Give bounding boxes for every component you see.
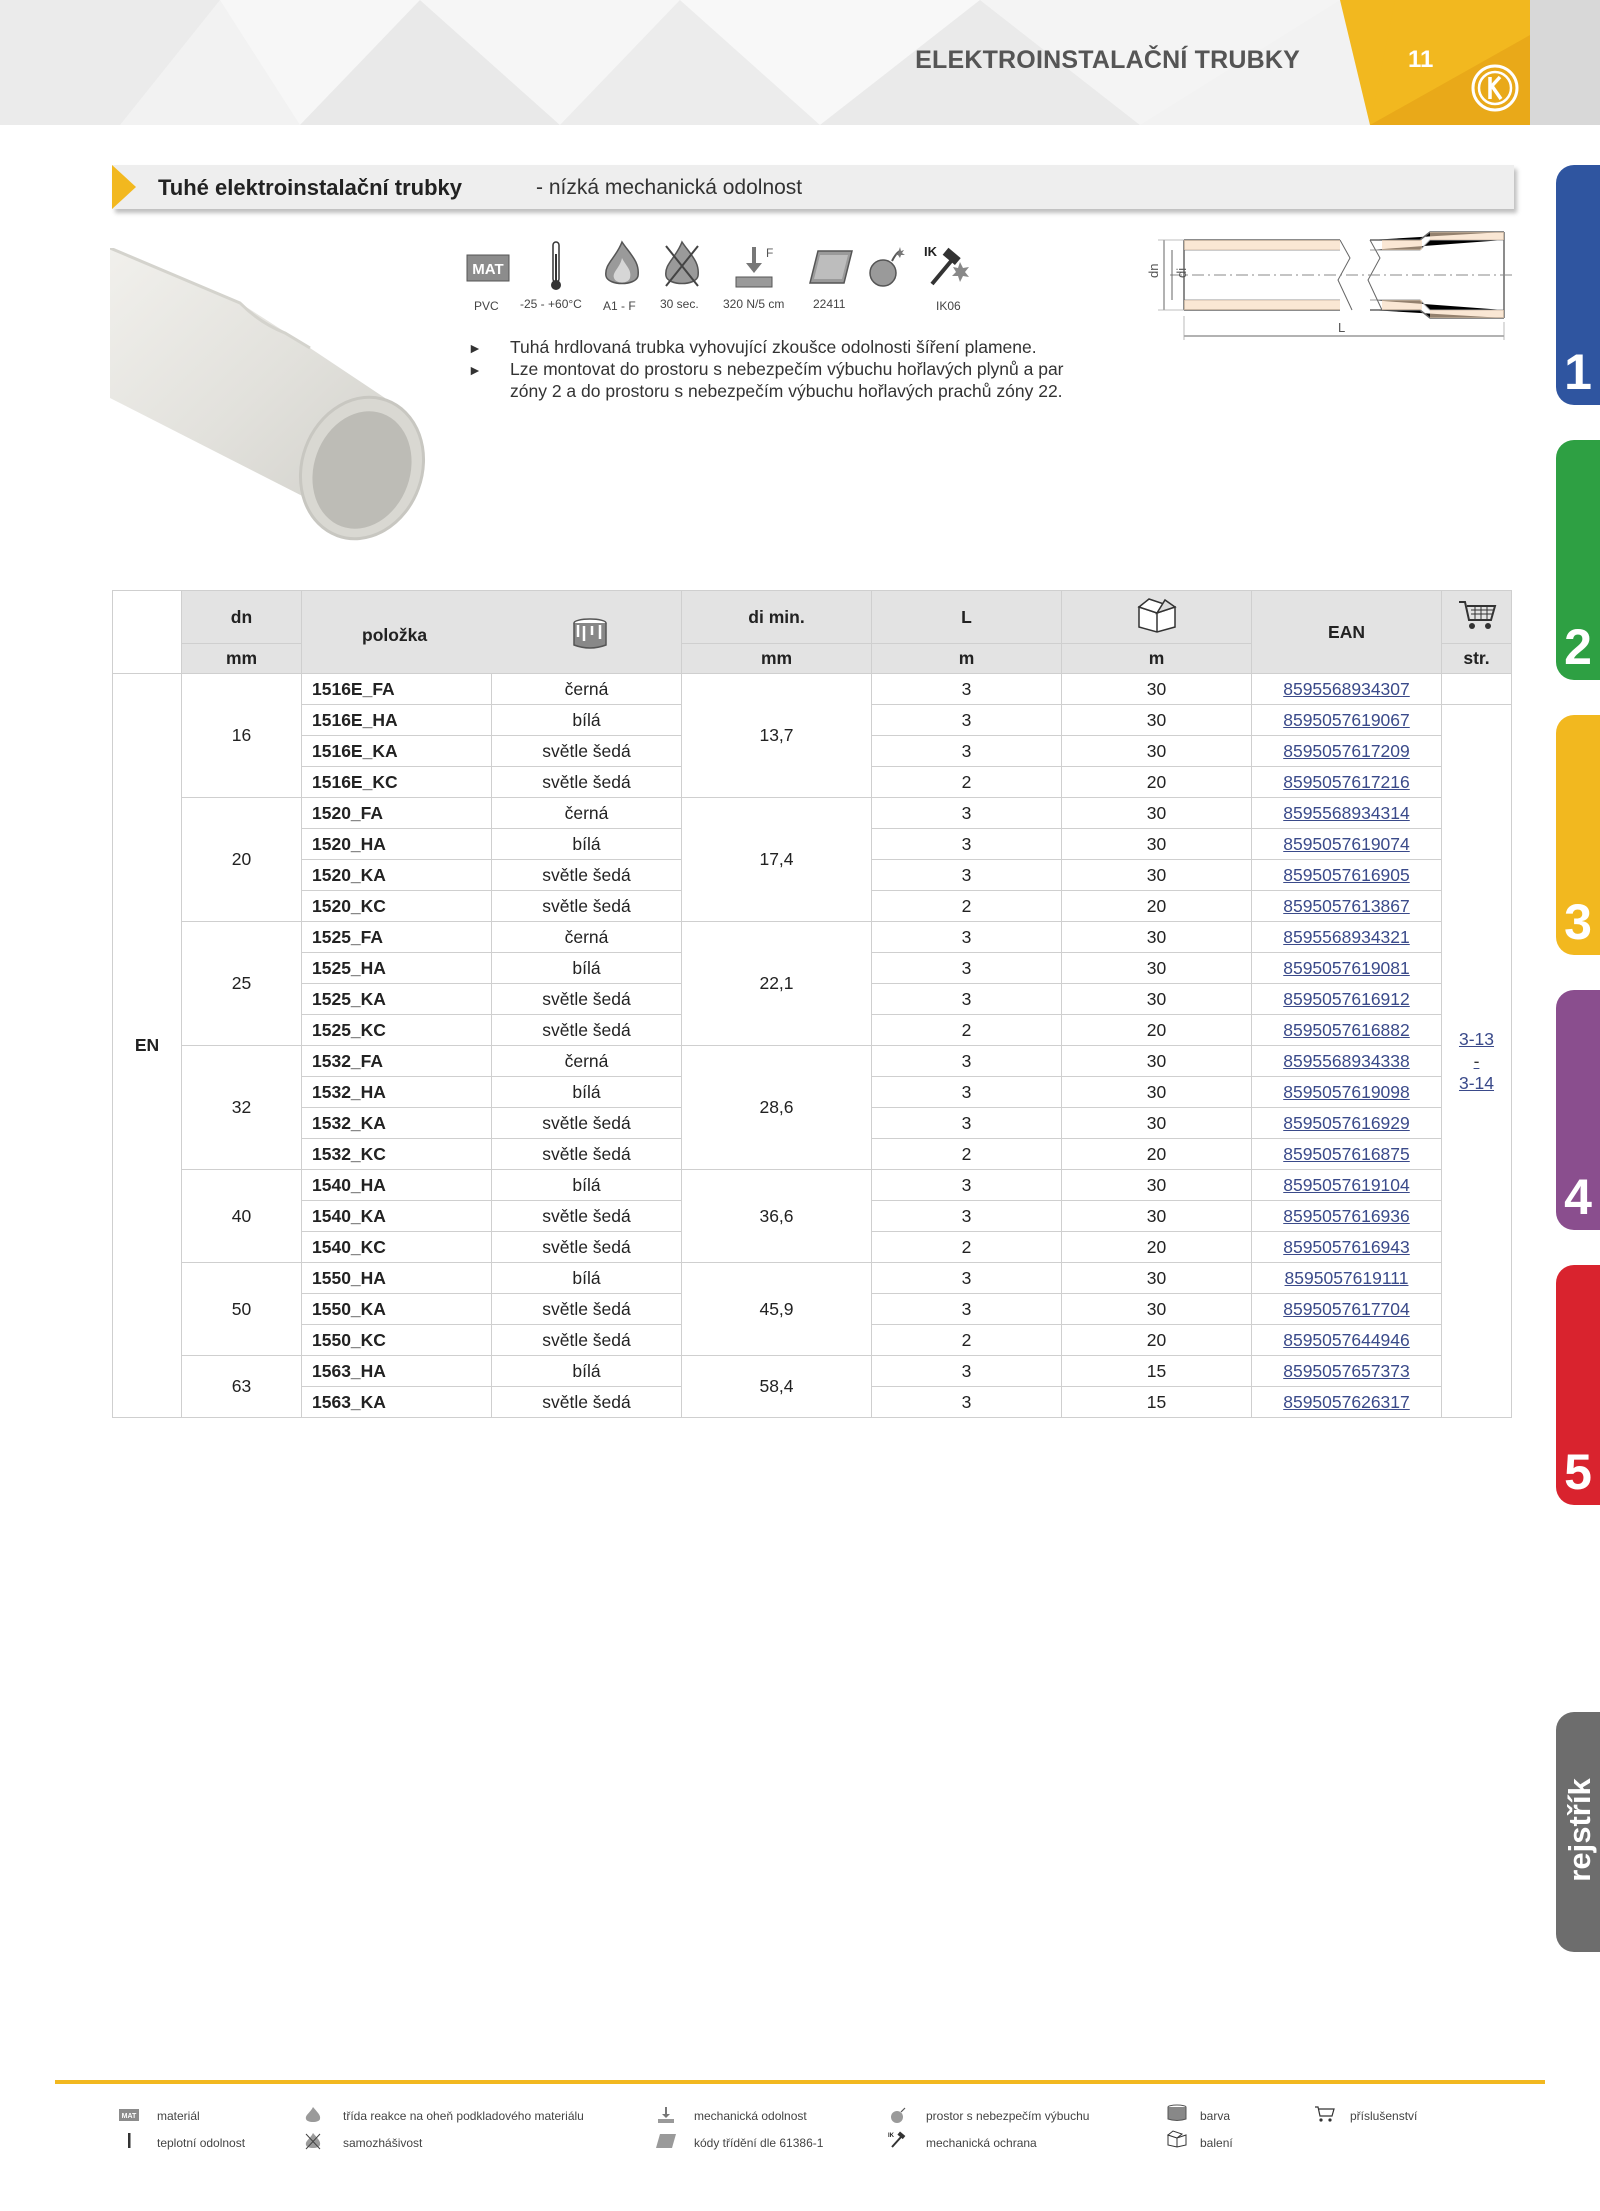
cell-item-code: 1520_KA xyxy=(302,860,492,891)
explosion-bomb-icon xyxy=(866,245,906,289)
legend-package-box-icon xyxy=(1166,2130,1188,2148)
cell-item-code: 1520_FA xyxy=(302,798,492,829)
cell-length: 3 xyxy=(872,1356,1062,1387)
page-number: 11 xyxy=(1408,46,1434,73)
legend-thermometer-icon xyxy=(118,2132,140,2150)
cell-length: 3 xyxy=(872,1263,1062,1294)
cell-length: 2 xyxy=(872,1325,1062,1356)
table-row xyxy=(113,1356,1512,1387)
cell-color: světle šedá xyxy=(492,1325,682,1356)
cell-package: 20 xyxy=(1062,1232,1252,1263)
str-ref-to[interactable]: 3-14 xyxy=(1458,1073,1495,1093)
legend-label: prostor s nebezpečím výbuchu xyxy=(926,2109,1090,2123)
cell-package: 30 xyxy=(1062,736,1252,767)
legend-self-extinguishing-icon xyxy=(302,2132,324,2150)
cell-color: bílá xyxy=(492,1170,682,1201)
legend-explosion-bomb-icon xyxy=(888,2106,910,2124)
column-header-length: L xyxy=(872,591,1062,644)
cell-item-code: 1532_KC xyxy=(302,1139,492,1170)
cell-di-min: 22,1 xyxy=(682,922,872,1046)
cell-dn: 63 xyxy=(182,1356,302,1418)
property-label-flame-class: A1 - F xyxy=(603,299,636,313)
thermometer-icon xyxy=(546,240,566,292)
cell-item-code: 1540_KC xyxy=(302,1232,492,1263)
cell-ean-link[interactable]: 8595057619081 xyxy=(1252,953,1442,984)
cell-ean-link[interactable]: 8595057616943 xyxy=(1252,1232,1442,1263)
chapter-tab-5[interactable]: 5 xyxy=(1556,1265,1600,1505)
cell-di-min: 36,6 xyxy=(682,1170,872,1263)
cell-item-code: 1550_KC xyxy=(302,1325,492,1356)
page-header-title: ELEKTROINSTALAČNÍ TRUBKY xyxy=(915,46,1300,74)
pipe-product-image xyxy=(110,248,440,548)
cell-package: 30 xyxy=(1062,1108,1252,1139)
svg-text:F: F xyxy=(766,246,774,260)
cell-ean-link[interactable]: 8595568934314 xyxy=(1252,798,1442,829)
product-table xyxy=(112,590,1512,1418)
cell-length: 2 xyxy=(872,1232,1062,1263)
cell-package: 20 xyxy=(1062,1139,1252,1170)
cell-item-code: 1516E_FA xyxy=(302,674,492,705)
cell-item-code: 1532_HA xyxy=(302,1077,492,1108)
cell-color: světle šedá xyxy=(492,767,682,798)
cell-ean-link[interactable]: 8595568934321 xyxy=(1252,922,1442,953)
cell-package: 30 xyxy=(1062,829,1252,860)
cell-item-code: 1532_FA xyxy=(302,1046,492,1077)
legend-classification-code-icon xyxy=(655,2132,677,2150)
cell-item-code: 1563_KA xyxy=(302,1387,492,1418)
bullet-item-continuation: zóny 2 a do prostoru s nebezpečím výbuchu hořlavých prachů zóny 22. xyxy=(510,381,1063,401)
footer-divider xyxy=(55,2080,1545,2084)
cell-item-code: 1563_HA xyxy=(302,1356,492,1387)
svg-text:IK: IK xyxy=(888,2133,894,2139)
property-label-material: PVC xyxy=(474,299,499,313)
cell-ean-link[interactable]: 8595057619074 xyxy=(1252,829,1442,860)
legend-paint-color-icon xyxy=(1166,2104,1188,2122)
cell-length: 3 xyxy=(872,1077,1062,1108)
cell-color: světle šedá xyxy=(492,1015,682,1046)
cell-length: 2 xyxy=(872,1139,1062,1170)
cell-color: bílá xyxy=(492,1263,682,1294)
legend-label: příslušenství xyxy=(1350,2109,1418,2123)
column-header-di-min: di min. xyxy=(682,591,872,644)
cell-length: 3 xyxy=(872,1201,1062,1232)
cell-item-code: 1550_KA xyxy=(302,1294,492,1325)
cell-package: 30 xyxy=(1062,1294,1252,1325)
cell-length: 3 xyxy=(872,705,1062,736)
column-header-item: položka xyxy=(302,591,682,674)
str-ref-sep: - xyxy=(1473,1051,1480,1071)
section-arrow-icon xyxy=(112,165,136,209)
cell-length: 3 xyxy=(872,860,1062,891)
cell-item-code: 1525_KC xyxy=(302,1015,492,1046)
legend-ik-hammer-icon xyxy=(888,2130,910,2148)
material-mat-icon xyxy=(466,245,510,289)
cell-package: 30 xyxy=(1062,798,1252,829)
chapter-tab-3[interactable]: 3 xyxy=(1556,715,1600,955)
cell-color: černá xyxy=(492,674,682,705)
cell-package: 30 xyxy=(1062,1263,1252,1294)
unit-str: str. xyxy=(1442,644,1512,674)
classification-code-icon xyxy=(808,247,854,287)
cell-package: 15 xyxy=(1062,1387,1252,1418)
column-header-ean: EAN xyxy=(1252,591,1442,674)
cell-length: 3 xyxy=(872,1294,1062,1325)
unit-dn: mm xyxy=(182,644,302,674)
cell-ean-link[interactable]: 8595057617216 xyxy=(1252,767,1442,798)
cell-package: 15 xyxy=(1062,1356,1252,1387)
cell-color: bílá xyxy=(492,953,682,984)
shopping-cart-icon xyxy=(1457,598,1497,632)
cell-di-min: 45,9 xyxy=(682,1263,872,1356)
cell-dn: 25 xyxy=(182,922,302,1046)
cell-color: světle šedá xyxy=(492,984,682,1015)
cell-package: 20 xyxy=(1062,767,1252,798)
bullet-item: ► Lze montovat do prostoru s nebezpečím výbuchu hořlavých plynů a par xyxy=(468,359,1064,379)
legend-label: balení xyxy=(1200,2136,1233,2150)
legend-material-mat-icon xyxy=(118,2106,140,2124)
cell-ean-link[interactable]: 8595057619098 xyxy=(1252,1077,1442,1108)
cell-ean-link[interactable]: 8595057616936 xyxy=(1252,1201,1442,1232)
cell-di-min: 58,4 xyxy=(682,1356,872,1418)
table-corner xyxy=(113,591,182,674)
cell-color: bílá xyxy=(492,1077,682,1108)
ik-hammer-icon xyxy=(922,242,970,288)
unit-di-min: mm xyxy=(682,644,872,674)
legend-label: materiál xyxy=(157,2109,200,2123)
cell-item-code: 1540_KA xyxy=(302,1201,492,1232)
cell-dn: 20 xyxy=(182,798,302,922)
header-background xyxy=(0,0,1600,125)
cell-item-code: 1516E_KC xyxy=(302,767,492,798)
bullet-item: ► Tuhá hrdlovaná trubka vyhovující zkoušce odolnosti šíření plamene. xyxy=(468,337,1037,357)
cell-ean-link[interactable]: 8595057616929 xyxy=(1252,1108,1442,1139)
drawing-label-di: di xyxy=(1174,267,1189,278)
cell-item-code: 1525_KA xyxy=(302,984,492,1015)
cell-color: světle šedá xyxy=(492,1387,682,1418)
property-label-self-extinguishing: 30 sec. xyxy=(660,297,699,311)
cell-ean-link[interactable]: 8595568934307 xyxy=(1252,674,1442,705)
cell-ean-link[interactable]: 8595057617209 xyxy=(1252,736,1442,767)
cell-length: 3 xyxy=(872,829,1062,860)
section-title: Tuhé elektroinstalační trubky xyxy=(158,175,463,200)
cell-ean-link[interactable]: 8595057616882 xyxy=(1252,1015,1442,1046)
cell-item-code: 1525_HA xyxy=(302,953,492,984)
legend-label: mechanická odolnost xyxy=(694,2109,807,2123)
cell-package: 30 xyxy=(1062,1046,1252,1077)
cell-color: černá xyxy=(492,798,682,829)
column-header-accessories xyxy=(1442,591,1512,644)
cell-package: 20 xyxy=(1062,1015,1252,1046)
cell-length: 3 xyxy=(872,953,1062,984)
cell-item-code: 1550_HA xyxy=(302,1263,492,1294)
cell-ean-link[interactable]: 8595057616912 xyxy=(1252,984,1442,1015)
cell-package: 30 xyxy=(1062,984,1252,1015)
property-label-mechanical-resistance: 320 N/5 cm xyxy=(723,297,785,311)
flame-class-icon xyxy=(600,240,644,290)
cell-color: světle šedá xyxy=(492,1294,682,1325)
index-tab[interactable]: rejstřík xyxy=(1556,1712,1600,1952)
self-extinguishing-icon xyxy=(660,240,704,290)
cell-package: 30 xyxy=(1062,1077,1252,1108)
cell-di-min: 28,6 xyxy=(682,1046,872,1170)
pipe-dimension-drawing xyxy=(1120,228,1520,343)
table-row xyxy=(113,1263,1512,1294)
cell-item-code: 1525_FA xyxy=(302,922,492,953)
bullet-arrow-icon: ► xyxy=(468,340,482,356)
legend-mechanical-resistance-icon xyxy=(655,2106,677,2124)
cell-ean-link[interactable]: 8595568934338 xyxy=(1252,1046,1442,1077)
cell-color: světle šedá xyxy=(492,860,682,891)
cell-length: 3 xyxy=(872,736,1062,767)
unit-package: m xyxy=(1062,644,1252,674)
cell-ean-link[interactable]: 8595057657373 xyxy=(1252,1356,1442,1387)
property-label-temperature: -25 - +60°C xyxy=(520,297,582,311)
cell-item-code: 1516E_KA xyxy=(302,736,492,767)
svg-text:MAT: MAT xyxy=(472,261,504,278)
legend-label: třída reakce na oheň podkladového materiálu xyxy=(343,2109,584,2123)
cell-dn: 16 xyxy=(182,674,302,798)
cell-ean-link[interactable]: 8595057619104 xyxy=(1252,1170,1442,1201)
cell-str-empty xyxy=(1442,674,1512,705)
cell-package: 30 xyxy=(1062,860,1252,891)
cell-package: 20 xyxy=(1062,1325,1252,1356)
legend-label: teplotní odolnost xyxy=(157,2136,246,2150)
cell-length: 3 xyxy=(872,1387,1062,1418)
cell-ean-link[interactable]: 8595057619111 xyxy=(1252,1263,1442,1294)
cell-str-page-ref[interactable] xyxy=(1442,705,1512,1418)
cell-length: 3 xyxy=(872,1108,1062,1139)
brand-logo-icon xyxy=(1470,63,1520,113)
table-row xyxy=(113,922,1512,953)
unit-length: m xyxy=(872,644,1062,674)
cell-ean-link[interactable]: 8595057616905 xyxy=(1252,860,1442,891)
table-row xyxy=(113,1046,1512,1077)
cell-ean-link[interactable]: 8595057617704 xyxy=(1252,1294,1442,1325)
cell-length: 3 xyxy=(872,674,1062,705)
cell-package: 30 xyxy=(1062,922,1252,953)
cell-length: 3 xyxy=(872,798,1062,829)
cell-ean-link[interactable]: 8595057644946 xyxy=(1252,1325,1442,1356)
paint-color-icon xyxy=(572,617,608,651)
cell-color: světle šedá xyxy=(492,1139,682,1170)
cell-color: světle šedá xyxy=(492,1232,682,1263)
cell-package: 20 xyxy=(1062,891,1252,922)
legend-label: kódy třídění dle 61386-1 xyxy=(694,2136,824,2150)
chapter-tab-2[interactable]: 2 xyxy=(1556,440,1600,680)
legend-flame-class-icon xyxy=(302,2106,324,2124)
property-label-classification-code: 22411 xyxy=(813,297,846,311)
cell-color: černá xyxy=(492,922,682,953)
cell-ean-link[interactable]: 8595057626317 xyxy=(1252,1387,1442,1418)
column-header-package xyxy=(1062,591,1252,644)
cell-color: světle šedá xyxy=(492,736,682,767)
drawing-label-L: L xyxy=(1338,320,1346,335)
cell-item-code: 1520_KC xyxy=(302,891,492,922)
cell-package: 30 xyxy=(1062,953,1252,984)
section-subtitle: - nízká mechanická odolnost xyxy=(536,176,803,199)
cell-color: bílá xyxy=(492,829,682,860)
chapter-tab-1[interactable]: 1 xyxy=(1556,165,1600,405)
cell-color: černá xyxy=(492,1046,682,1077)
cell-package: 30 xyxy=(1062,1170,1252,1201)
cell-dn: 40 xyxy=(182,1170,302,1263)
cell-item-code: 1516E_HA xyxy=(302,705,492,736)
cell-ean-link[interactable]: 8595057616875 xyxy=(1252,1139,1442,1170)
cell-dn: 32 xyxy=(182,1046,302,1170)
cell-color: světle šedá xyxy=(492,1108,682,1139)
svg-text:MAT: MAT xyxy=(121,2113,137,2120)
cell-di-min: 17,4 xyxy=(682,798,872,922)
bullet-arrow-icon: ► xyxy=(468,362,482,378)
cell-item-code: 1532_KA xyxy=(302,1108,492,1139)
cell-package: 30 xyxy=(1062,674,1252,705)
cell-ean-link[interactable]: 8595057619067 xyxy=(1252,705,1442,736)
cell-color: světle šedá xyxy=(492,1201,682,1232)
cell-di-min: 13,7 xyxy=(682,674,872,798)
table-row xyxy=(113,674,1512,705)
cell-package: 30 xyxy=(1062,705,1252,736)
cell-color: bílá xyxy=(492,1356,682,1387)
legend-label: barva xyxy=(1200,2109,1231,2123)
cell-length: 2 xyxy=(872,1015,1062,1046)
chapter-tab-4[interactable]: 4 xyxy=(1556,990,1600,1230)
drawing-label-dn: dn xyxy=(1146,263,1161,278)
cell-length: 2 xyxy=(872,891,1062,922)
legend-shopping-cart-icon xyxy=(1314,2105,1336,2123)
legend-label: mechanická ochrana xyxy=(926,2136,1037,2150)
cell-length: 3 xyxy=(872,922,1062,953)
cell-color: světle šedá xyxy=(492,891,682,922)
cell-item-code: 1540_HA xyxy=(302,1170,492,1201)
cell-color: bílá xyxy=(492,705,682,736)
package-box-icon xyxy=(1135,597,1179,633)
cell-length: 3 xyxy=(872,984,1062,1015)
table-row xyxy=(113,798,1512,829)
table-row xyxy=(113,1170,1512,1201)
mechanical-resistance-icon xyxy=(732,245,776,289)
property-label-ik-rating: IK06 xyxy=(936,299,961,313)
legend-label: samozhášivost xyxy=(343,2136,423,2150)
cell-package: 30 xyxy=(1062,1201,1252,1232)
cell-ean-link[interactable]: 8595057613867 xyxy=(1252,891,1442,922)
cell-length: 2 xyxy=(872,767,1062,798)
column-header-dn: dn xyxy=(182,591,302,644)
str-ref-from[interactable]: 3-13 xyxy=(1458,1029,1495,1049)
cell-length: 3 xyxy=(872,1046,1062,1077)
side-label-en: EN xyxy=(113,674,182,1418)
svg-text:IK: IK xyxy=(924,244,937,259)
cell-dn: 50 xyxy=(182,1263,302,1356)
cell-item-code: 1520_HA xyxy=(302,829,492,860)
cell-length: 3 xyxy=(872,1170,1062,1201)
